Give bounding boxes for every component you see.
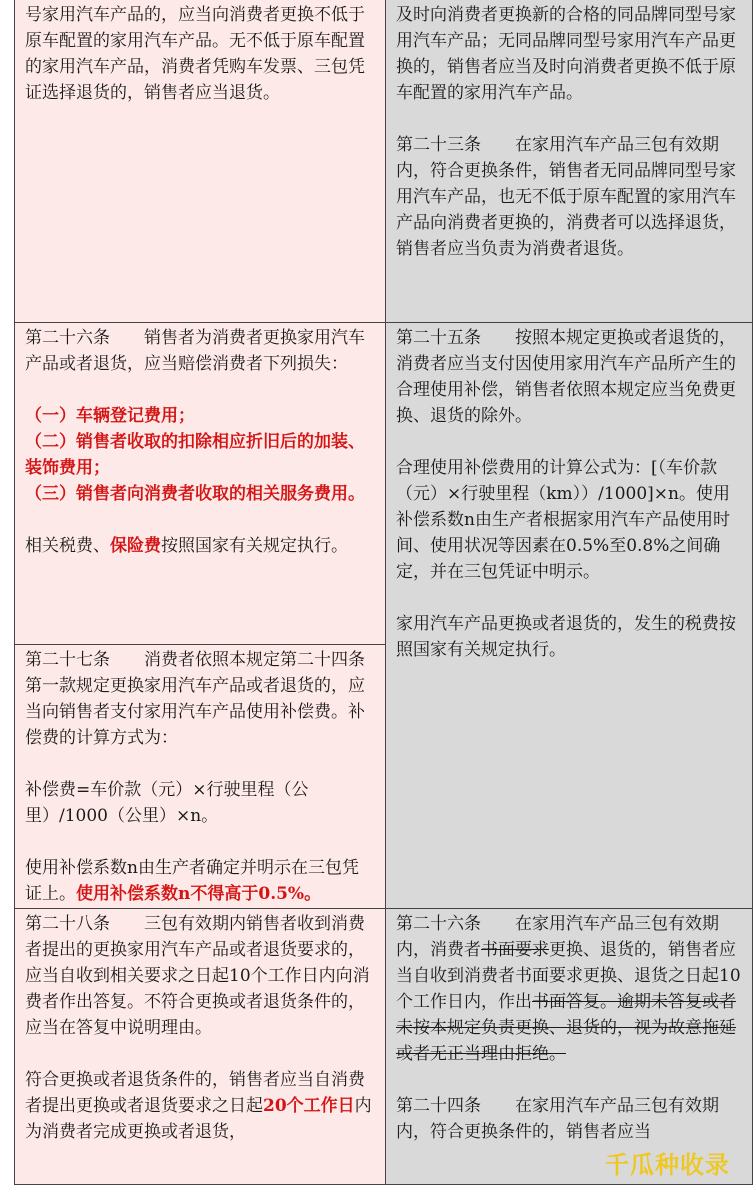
loss-item-3: （三）销售者向消费者收取的相关服务费用。 (25, 484, 365, 504)
comparison-table (14, 0, 753, 1185)
compensation-formula: 补偿费=车价款（元）×行驶里程（公里）/1000（公里）×n。 (25, 780, 309, 826)
article-26-right-text (396, 911, 742, 1067)
loss-item-2: （二）销售者收取的扣除相应折旧后的加装、装饰费用； (25, 432, 365, 478)
article-28-deadline (25, 1067, 375, 1145)
article-25-intro: 第二十五条 按照本规定更换或者退货的，消费者应当支付因使用家用汽车产品所产生的合理使用补偿，销售者依照本规定应当免费更换、退货的除外。 (396, 328, 736, 426)
article-28-deadline-pre: 符合更换或者退货条件的，销售者应当自消费者提出更换或者退货要求之日起 (25, 1070, 365, 1116)
article-27-left-cell (14, 645, 386, 909)
tax-note-pre: 相关税费、 (25, 536, 110, 556)
article-26-left-cell (14, 323, 386, 645)
coefficient-note-text: 使用补偿系数n由生产者确定并明示在三包凭证上。 (25, 858, 359, 904)
article-28-left-cell (14, 909, 386, 1185)
article-24-text: 第二十四条 在家用汽车产品三包有效期内，符合更换条件的，销售者应当 (396, 1096, 719, 1142)
tax-note-post: 按照国家有关规定执行。 (161, 536, 348, 556)
article-25-tax: 家用汽车产品更换或者退货的，发生的税费按照国家有关规定执行。 (396, 614, 736, 660)
tax-note (25, 533, 375, 559)
article-26-right-a: 第二十六条 在家用汽车产品三包有效期内，消费者 (396, 914, 719, 960)
article-28-deadline-post: 内为消费者完成更换或者退货， (25, 1096, 372, 1142)
coefficient-limit-highlight: 使用补偿系数n不得高于0.5%。 (76, 884, 322, 904)
article-25-right-cell (386, 323, 753, 909)
article-23-text: 第二十三条 在家用汽车产品三包有效期内，符合更换条件，销售者无同品牌同型号家用汽车产品，也无不低于原车配置的家用汽车产品向消费者更换的，消费者可以选择退货，销售者应当负责为消费者退货。 (396, 135, 736, 259)
article-25-formula: 合理使用补偿费用的计算公式为：[（车价款（元）×行驶里程（km））/1000]×n。使用补偿系数n由生产者根据家用汽车产品使用时间、使用状况等因素在0.5%至0.8%之间确定，并在三包凭证中明示。 (396, 458, 730, 582)
twenty-working-days-highlight: 20个工作日 (263, 1096, 355, 1116)
article-26-right-cell (386, 909, 753, 1185)
loss-item-1: （一）车辆登记费用； (25, 406, 195, 426)
article-26-right-b: 更换、退货的，销售者应当自收到消费者书面要求更换、退货之日起10个工作日内，作出 (396, 940, 741, 1012)
coefficient-note (25, 855, 375, 907)
watermark-logo: 千瓜种收录 (605, 1151, 730, 1179)
article-27-intro: 第二十七条 消费者依照本规定第二十四条第一款规定更换家用汽车产品或者退货的，应当向销售者支付家用汽车产品使用补偿费。补偿费的计算方式为： (25, 650, 365, 748)
row1-left-text: 号家用汽车产品的，应当向消费者更换不低于原车配置的家用汽车产品。无不低于原车配置的家用汽车产品，消费者凭购车发票、三包凭证选择退货的，销售者应当退货。 (25, 5, 365, 103)
row1-right-cell (386, 0, 753, 323)
row1-left-cell (14, 0, 386, 323)
struck-written-request: 书面要求 (481, 940, 549, 960)
article-28-intro: 第二十八条 三包有效期内销售者收到消费者提出的更换家用汽车产品或者退货要求的，应当自收到相关要求之日起10个工作日内向消费者作出答复。不符合更换或者退货条件的，应当在答复中说明理由。 (25, 914, 370, 1038)
insurance-fee-highlight: 保险费 (110, 536, 161, 556)
article-26-intro: 第二十六条 销售者为消费者更换家用汽车产品或者退货，应当赔偿消费者下列损失： (25, 328, 365, 374)
struck-written-reply: 书面答复。逾期未答复或者未按本规定负责更换、退货的，视为故意拖延或者无正当理由拒绝。 (396, 992, 736, 1064)
row1-right-text-1: 及时向消费者更换新的合格的同品牌同型号家用汽车产品；无同品牌同型号家用汽车产品更换的，销售者应当及时向消费者更换不低于原车配置的家用汽车产品。 (396, 5, 736, 103)
